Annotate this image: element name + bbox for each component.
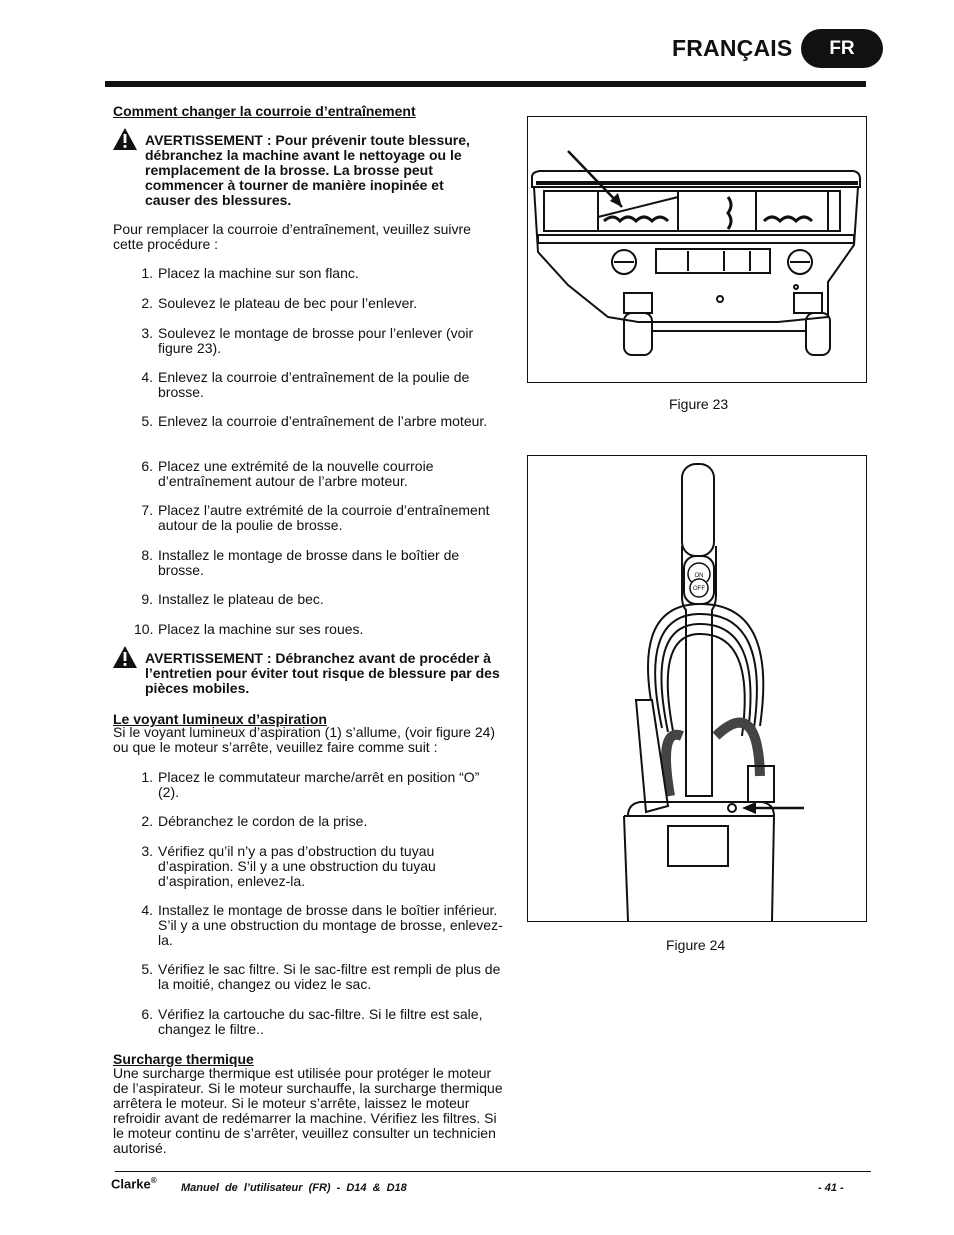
section-title-light: Le voyant lumineux d’aspiration [113,711,327,727]
footer-brand: Clarke® [111,1176,157,1192]
intro-belt: Pour remplacer la courroie d’entraînement, veuillez suivre cette procédure : [113,221,471,252]
warning-icon [112,645,138,669]
warning-text-2: AVERTISSEMENT : Débranchez avant de procéder à l’entretien pour éviter tout risque de blessure par des pièces mobiles. [145,650,500,696]
vacuum-upright-illustration [528,456,866,921]
switch-off-label: OFF [693,586,705,592]
section-title-belt: Comment changer la courroie d’entraînement [113,103,416,119]
warning-icon [112,127,138,151]
language-badge: FR [801,29,883,68]
brush-housing-illustration [528,117,866,382]
section-title-thermal: Surcharge thermique [113,1051,254,1067]
thermal-body: Une surcharge thermique est utilisée pour protéger le moteur de l’aspirateur. Si le moteur surchauffe, la surcharge thermique arrêtera le moteur. Si le moteur s’arrête, laissez le moteur refroidir avant de redémarrer la machine. Vérifiez les filtres. Si le moteur continu de s’arrêter, veuillez consulter un technicien autorisé. [113,1065,503,1156]
footer-manual-title: Manuel de l’utilisateur (FR) - D14 & D18 [181,1182,407,1194]
figure-23-caption: Figure 23 [669,396,729,412]
intro-light: Si le voyant lumineux d’aspiration (1) s’allume, (voir figure 24) ou que le moteur s’arrête, veuillez faire comme suit : [113,724,496,755]
figure-23 [527,116,867,383]
footer-rule [115,1171,871,1172]
header-rule [105,81,866,87]
switch-on-label: ON [694,573,704,579]
warning-text-1: AVERTISSEMENT : Pour prévenir toute blessure, débranchez la machine avant le nettoyage ou le remplacement de la brosse. La brosse peut commencer à tourner de manière inopinée et causer des blessures. [145,132,470,208]
page-number: - 41 - [818,1182,844,1194]
figure-24 [527,455,867,922]
figure-24-caption: Figure 24 [666,937,726,953]
language-title: FRANÇAIS [672,35,793,61]
